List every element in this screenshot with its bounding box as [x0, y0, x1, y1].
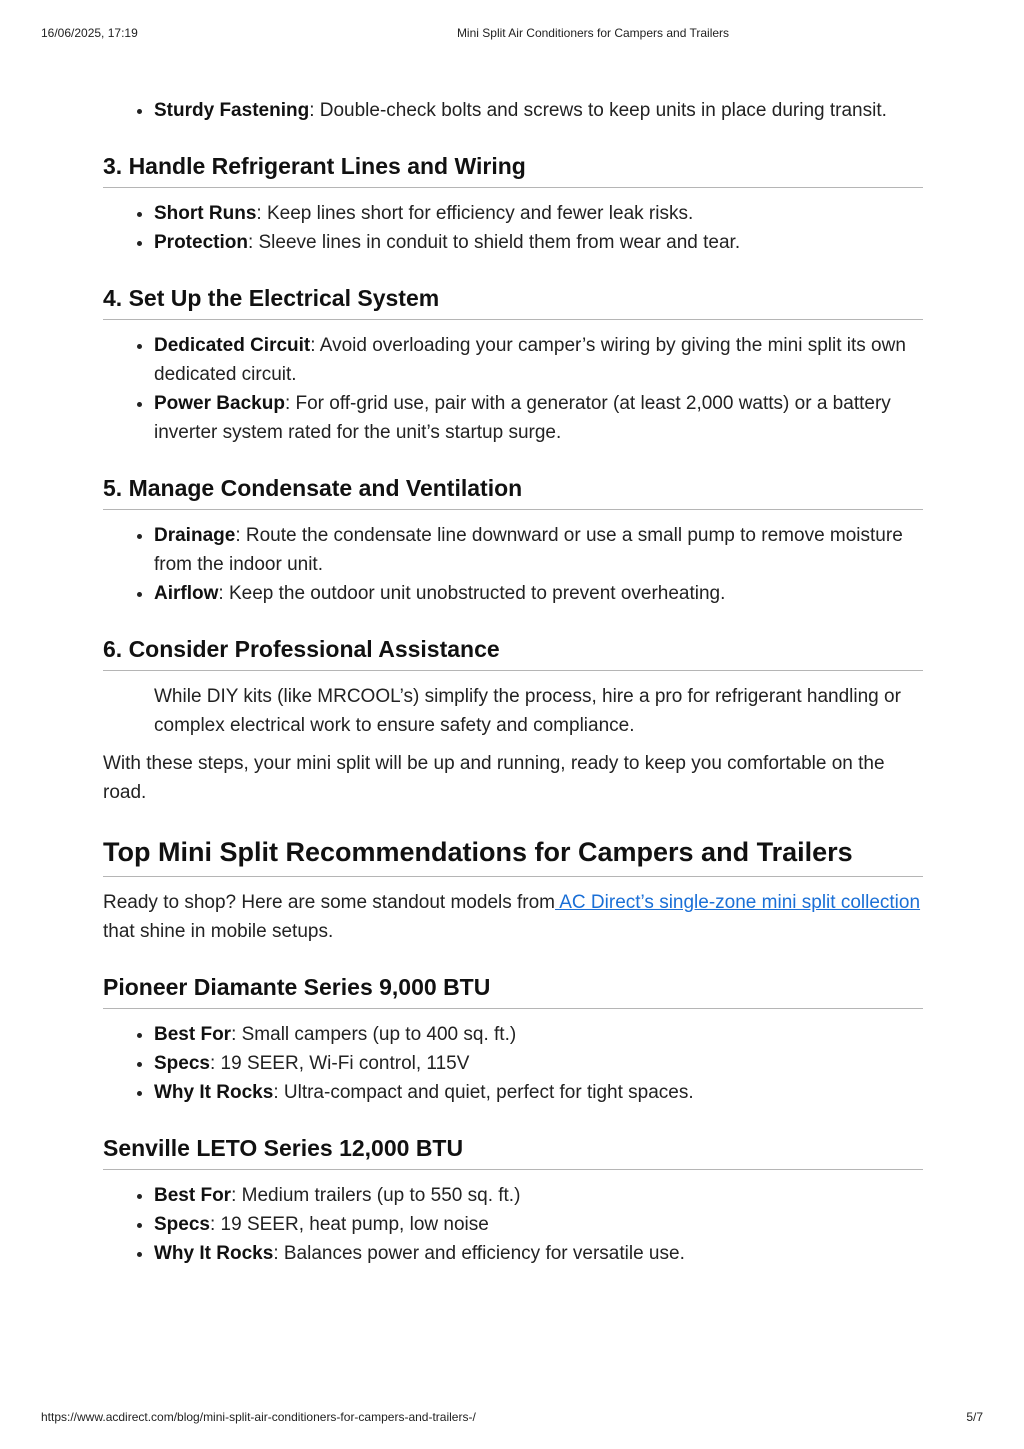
list-item	[154, 389, 923, 447]
bullet-list	[103, 521, 923, 608]
print-header	[0, 26, 1024, 42]
list-item-text: : Keep the outdoor unit unobstructed to prevent overheating.	[218, 583, 726, 604]
list-item-text: : Avoid overloading your camper’s wiring by giving the mini split its own dedicated circuit.	[154, 335, 906, 385]
list-item	[154, 1078, 923, 1107]
list-item-term: Protection	[154, 232, 248, 253]
list-item-term: Sturdy Fastening	[154, 100, 310, 121]
article-content	[103, 96, 923, 1268]
recommendations-intro	[103, 888, 923, 946]
list-item-text: : Double-check bolts and screws to keep units in place during transit.	[309, 100, 887, 121]
section-heading-electrical: 4. Set Up the Electrical System	[103, 283, 923, 320]
bullet-list	[103, 1020, 923, 1107]
list-item	[154, 1181, 923, 1210]
list-item-text: : Medium trailers (up to 550 sq. ft.)	[231, 1185, 521, 1206]
print-page-title: Mini Split Air Conditioners for Campers and Trailers	[456, 26, 730, 40]
list-item	[154, 579, 923, 608]
print-datetime: 16/06/2025, 17:19	[41, 26, 138, 40]
product-heading-senville: Senville LETO Series 12,000 BTU	[103, 1133, 923, 1170]
list-item-term: Specs	[154, 1053, 210, 1074]
list-item-text: : Balances power and efficiency for versatile use.	[273, 1243, 685, 1264]
list-item-term: Best For	[154, 1024, 232, 1045]
list-item	[154, 331, 923, 389]
list-item-text: : Keep lines short for efficiency and fewer leak risks.	[256, 203, 694, 224]
section-heading-refrigerant: 3. Handle Refrigerant Lines and Wiring	[103, 151, 923, 188]
list-item	[154, 96, 923, 125]
recommendations-intro-text: Ready to shop? Here are some standout models from	[103, 892, 556, 913]
recommendations-intro-tail: that shine in mobile setups.	[103, 921, 334, 942]
product-heading-pioneer: Pioneer Diamante Series 9,000 BTU	[103, 972, 923, 1009]
closing-paragraph: With these steps, your mini split will be up and running, ready to keep you comfortable on the road.	[103, 753, 885, 803]
list-item-text: : Route the condensate line downward or use a small pump to remove moisture from the indoor unit.	[154, 525, 903, 575]
list-item	[154, 199, 923, 228]
list-item-text: : Ultra-compact and quiet, perfect for tight spaces.	[273, 1082, 694, 1103]
list-item	[154, 521, 923, 579]
list-item-text: : For off-grid use, pair with a generator (at least 2,000 watts) or a battery inverter system rated for the unit’s startup surge.	[154, 393, 891, 443]
list-item-term: Short Runs	[154, 203, 257, 224]
bullet-list	[103, 1181, 923, 1268]
list-item	[154, 1239, 923, 1268]
section-heading-recommendations: Top Mini Split Recommendations for Campers and Trailers	[103, 836, 923, 877]
page-number: 5/7	[966, 1410, 983, 1424]
list-item-term: Best For	[154, 1185, 232, 1206]
bullet-list	[103, 199, 923, 257]
collection-link[interactable]: AC Direct’s single-zone mini split collection	[555, 892, 921, 913]
list-item-term: Airflow	[154, 583, 219, 604]
list-item-term: Why It Rocks	[154, 1082, 274, 1103]
list-item	[154, 1210, 923, 1239]
list-item-text: : 19 SEER, heat pump, low noise	[209, 1214, 489, 1235]
list-item-text: : 19 SEER, Wi-Fi control, 115V	[209, 1053, 470, 1074]
list-item-text: : Sleeve lines in conduit to shield them from wear and tear.	[247, 232, 741, 253]
section-heading-professional: 6. Consider Professional Assistance	[103, 634, 923, 671]
list-item-term: Drainage	[154, 525, 236, 546]
blockquote-paragraph: While DIY kits (like MRCOOL’s) simplify the process, hire a pro for refrigerant handling or complex electrical work to ensure safety and compliance.	[154, 686, 901, 736]
bullet-list	[103, 331, 923, 447]
list-item	[154, 1049, 923, 1078]
list-item-text: : Small campers (up to 400 sq. ft.)	[231, 1024, 517, 1045]
section-heading-condensate: 5. Manage Condensate and Ventilation	[103, 473, 923, 510]
print-footer	[0, 1410, 1024, 1426]
print-url: https://www.acdirect.com/blog/mini-split-air-conditioners-for-campers-and-trailers-/	[41, 1410, 476, 1424]
list-item	[154, 1020, 923, 1049]
list-item-term: Why It Rocks	[154, 1243, 274, 1264]
list-item-term: Dedicated Circuit	[154, 335, 311, 356]
list-item-term: Power Backup	[154, 393, 285, 414]
list-item	[154, 228, 923, 257]
bullet-list	[103, 96, 923, 125]
list-item-term: Specs	[154, 1214, 210, 1235]
